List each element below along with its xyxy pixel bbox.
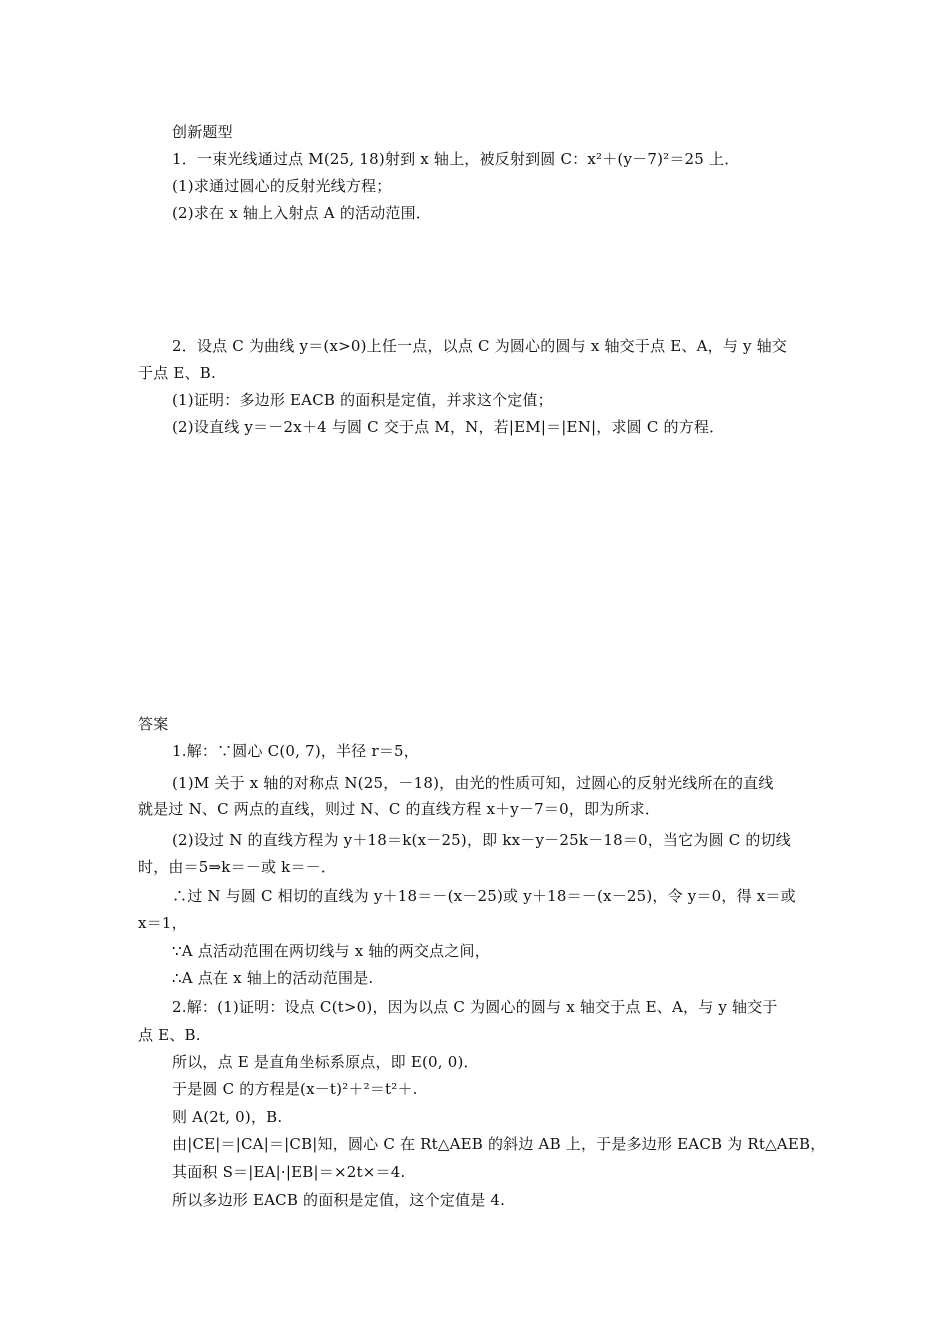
section-title: 创新题型 <box>172 123 233 141</box>
problem-1-question-2: (2)求在 x 轴上入射点 A 的活动范围． <box>172 204 432 222</box>
answer-1-line: ∴A 点在 x 轴上的活动范围是. <box>172 969 374 987</box>
answer-2-line: 则 A(2t, 0)，B. <box>172 1108 283 1126</box>
answer-1-line: x＝1， <box>138 914 187 932</box>
problem-2-stem-continued: 于点 E、B. <box>138 364 216 382</box>
answer-1-line: (1)M 关于 x 轴的对称点 N(25，－18)，由光的性质可知，过圆心的反射光线所在的直线 <box>172 774 774 792</box>
answer-2-line: 于是圆 C 的方程是(x－t)²＋²＝t²＋. <box>172 1080 418 1098</box>
answer-1-line: ∵A 点活动范围在两切线与 x 轴的两交点之间， <box>172 942 490 960</box>
problem-2-question-1: (1)证明：多边形 EACB 的面积是定值，并求这个定值； <box>172 391 553 409</box>
answer-1-line: 时，由＝5⇒k＝－或 k＝－． <box>138 858 337 876</box>
answer-2-line: 所以，点 E 是直角坐标系原点，即 E(0, 0)． <box>172 1053 479 1071</box>
answer-2-line: 由|CE|＝|CA|＝|CB|知，圆心 C 在 Rt△AEB 的斜边 AB 上，于是多边形 EACB 为 Rt△AEB， <box>172 1135 826 1153</box>
answer-1-line: (2)设过 N 的直线方程为 y＋18＝k(x－25)，即 kx－y－25k－18＝0，当它为圆 C 的切线 <box>172 831 791 849</box>
problem-1-stem: 1．一束光线通过点 M(25, 18)射到 x 轴上，被反射到圆 C：x²＋(y－7)²＝25 上． <box>172 150 740 168</box>
answer-2-line: 所以多边形 EACB 的面积是定值，这个定值是 4. <box>172 1191 506 1209</box>
answer-2-line: 2.解：(1)证明：设点 C(t>0)，因为以点 C 为圆心的圆与 x 轴交于点 E、A，与 y 轴交于 <box>172 998 778 1016</box>
problem-1-question-1: (1)求通过圆心的反射光线方程； <box>172 177 392 195</box>
answer-2-line: 点 E、B. <box>138 1026 201 1044</box>
answer-1-line: ∴过 N 与圆 C 相切的直线为 y＋18＝－(x－25)或 y＋18＝－(x－25)，令 y＝0，得 x＝或 <box>172 887 796 905</box>
answer-1-line: 就是过 N、C 两点的直线，则过 N、C 的直线方程 x＋y－7＝0，即为所求． <box>138 800 661 818</box>
answers-title: 答案 <box>138 715 169 733</box>
answer-1-line: 1.解：∵圆心 C(0, 7)，半径 r＝5， <box>172 742 419 760</box>
problem-2-question-2: (2)设直线 y＝－2x＋4 与圆 C 交于点 M，N，若|EM|＝|EN|，求圆 C 的方程． <box>172 418 725 436</box>
problem-2-stem: 2．设点 C 为曲线 y＝(x>0)上任一点，以点 C 为圆心的圆与 x 轴交于点 E、A，与 y 轴交 <box>172 337 788 355</box>
answer-2-line: 其面积 S＝|EA|·|EB|＝×2t×＝4. <box>172 1163 406 1181</box>
